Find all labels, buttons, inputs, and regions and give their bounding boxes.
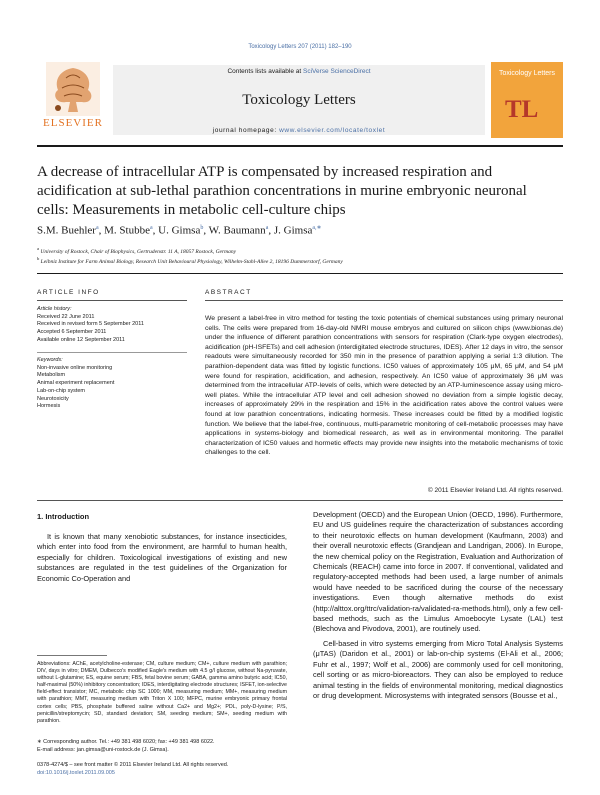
- publisher-name: ELSEVIER: [43, 117, 103, 129]
- cover-title: Toxicology Letters: [498, 70, 556, 77]
- article-history: [37, 306, 187, 345]
- keyword: Hormesis: [37, 403, 61, 410]
- history-item: Received 22 June 2011: [37, 313, 95, 320]
- history-item: Received in revised form 5 September 2011: [37, 321, 144, 328]
- elsevier-tree-logo: [46, 62, 100, 116]
- abstract-text: We present a label-free in vitro method for testing the toxic potentials of chemical substances using primary neuronal cells. The cells were prepared from 16-day-old NMRI mouse embryos and cultured on silicon chips (www.bionas.de) under the influence of different parathion concentrations with sensors for respiration (Clark-type oxygen electrodes), acidification (pH-ISFETs) and cell adhesion (interdigitated electrode structures, IDES). After 12 days in vitro, the sensor readouts were simultaneously recorded for 350 min in the presence of parathion applying a serial 1:3 dilution. The parathion-dependent data was fitted by logistic functions. IC50 values of approximately 105 μM, 65 μM, and 54 μM were found for respiration, acidification, and adhesion, respectively. An IC50 value of approximately 36 μM was determined from the intracellular ATP-levels of cells, which were detected by an ATP-luminescence assay using micro-well plates. While the intracellular ATP level and cell adhesion showed no deviation from a simple logistic decay, increases of approximately 29% in the respiration and 15% in the acidification rates above the control values were found at low parathion concentrations, indicating hormesis. These increases could be fitted by a modified logistic function. We believe that the label-free, continuous, multi-parametric monitoring of cell-metabolic processes may have applications in systems-biology and biomedical research, as well as in environmental monitoring. The parallel characterization of IC50 values and hormetic effects may provide new insights into the metabolic mechanisms of toxic challenges to the cell.: [205, 315, 563, 457]
- history-item: Accepted 6 September 2011: [37, 329, 107, 336]
- section-heading: 1. Introduction: [37, 512, 90, 521]
- author-affil-mark[interactable]: a: [95, 225, 99, 231]
- homepage-prefix: journal homepage:: [212, 127, 277, 134]
- affiliation-text: University of Rostock, Chair of Biophysics, Gertrudenstr. 11 A, 18057 Rostock, Germany: [40, 248, 237, 255]
- affiliation-mark: b: [37, 256, 40, 261]
- history-label: Article history:: [37, 306, 72, 312]
- author: S.M. Buehler: [37, 224, 96, 237]
- cover-mark: TL: [505, 96, 539, 123]
- keyword: Animal experiment replacement: [37, 380, 115, 387]
- author: M. Stubbe: [104, 224, 150, 237]
- info-rule: [37, 300, 187, 301]
- copyright: © 2011 Elsevier Ireland Ltd. All rights reserved.: [427, 487, 563, 494]
- author: U. Gimsa: [158, 224, 201, 237]
- author-affil-mark[interactable]: b: [200, 225, 204, 231]
- abbreviations: Abbreviations: AChE, acetylcholine-esterase; CM, culture medium; CM+, culture medium with parathion; DIV, days in vitro; DMEM, Dulbecco's modified Eagle's medium with 4.5 g/l glucose, without Na-pyruvate, without L-glutamine; ES, equine serum; FBS, fetal bovine serum; GABA, gamma amino butyric acid; IC50, half-maximal (50%) inhibitory concentration; IDES, interdigitating electrode structures; ISFET, ion-selective field-effect transistor; MC, metabolic chip SC 1000; MM, measuring medium; MM+, measuring medium with parathion; MMT, measuring medium with Triton X 100; MFPC, murine embryonic primary frontal cortex cells; PBS, phosphate buffered saline without Ca2+ and Mg2+; PDL, poly-D-lysine; P/S, penicillin/streptomycin; SD, standard deviation; SM, seeding medium; SM+, seeding medium with parathion.: [37, 661, 287, 724]
- affiliation: [37, 246, 563, 255]
- affiliation-text: Leibniz Institute for Farm Animal Biology, Research Unit Behavioural Physiology, Wilhelm-Stahl-Allee 2, 18196 Dummerstorf, Germany: [40, 258, 343, 265]
- keyword: Metabolism: [37, 372, 66, 379]
- affiliation-mark: a: [37, 246, 40, 251]
- body-right-column: [313, 510, 563, 701]
- body-left-column: [37, 532, 287, 584]
- sciencedirect-link[interactable]: SciVerse ScienceDirect: [302, 68, 371, 75]
- keywords: [37, 357, 187, 411]
- contents-prefix: Contents lists available at: [227, 68, 302, 75]
- affiliation: [37, 256, 563, 265]
- journal-name: Toxicology Letters: [242, 92, 356, 108]
- body-paragraph: Cell-based in vitro systems emerging from Micro Total Analysis Systems (μTAS) (Daridon et al., 2001) or lab-on-chip systems (El-Ali et al., 2006; Fuhr et al., 1997; Wolf et al., 2006) are commonly used for cell monitoring, cell sorting or as micro-bioreactors. They can also be employed to reduce animal testing in the fields of environmental monitoring, medical diagnostics or drug development. Microsystems with integrated sensors (Bousse et al.,: [313, 638, 563, 700]
- info-divider: [37, 352, 187, 353]
- author-affil-mark[interactable]: a,∗: [312, 225, 322, 231]
- article-title: A decrease of intracellular ATP is compensated by increased respiration and acidification at sub-lethal parathion concentrations in murine embryonic neuronal cells: Measurements in metabolic cell-culture chips: [37, 164, 527, 218]
- abstract-heading: ABSTRACT: [205, 289, 252, 296]
- journal-homepage: [113, 127, 485, 134]
- body-paragraph: Development (OECD) and the European Union (OECD, 1996). Furthermore, EU and US guidelines require the characterization of substances according to their neurotoxic effects on human development (Kaufmann, 2003) and their overall neurotoxic effects (Grandjean and Landrigan, 2006). In Europe, the new chemical policy on the Registration, Evaluation and Authorization of Chemicals (REACH) came into force in 2007. If conventional, validated and regulatory-accepted methods had been used, a large number of animals would have needed to be sacrificed during the course of the necessary investigations. Even though alternative methods do exist (http://alttox.org/ttrc/validation-ra/validated-ra-methods.html), only a few cell-based methods, such as the Limulus Amoebocyte Lysate (LAL) test (Blechova and Pivodova, 2001), are routinely used.: [313, 510, 563, 634]
- footnote-rule: [37, 655, 107, 656]
- keyword: Lab-on-chip system: [37, 387, 85, 394]
- abstract-rule: [205, 300, 563, 301]
- contents-line: [113, 68, 485, 75]
- keyword: Non-invasive online monitoring: [37, 364, 113, 371]
- issn-line: 0378-4274/$ – see front matter © 2011 Elsevier Ireland Ltd. All rights reserved.: [37, 762, 229, 768]
- author: W. Baumann: [208, 224, 266, 237]
- keywords-label: Keywords:: [37, 357, 63, 363]
- author-affil-mark[interactable]: a: [150, 225, 153, 231]
- header-rule: [37, 145, 563, 147]
- author-list: S.M. Buehler$^a$, M. Stubbe$^a$, U. Gimsa$^b$, W. Baumann$^a$, J. Gimsa$^{a,∗}$: [37, 224, 322, 237]
- email-line[interactable]: E-mail address: jan.gimsa@uni-rostock.de (J. Gimsa).: [37, 747, 169, 753]
- history-item: Available online 12 September 2011: [37, 336, 125, 343]
- author-affil-mark[interactable]: a: [265, 225, 269, 231]
- abstract-end-rule: [37, 500, 563, 501]
- doi-link[interactable]: doi:10.1016/j.toxlet.2011.09.005: [37, 770, 115, 776]
- author: J. Gimsa: [273, 224, 313, 237]
- keyword: Neurotoxicity: [37, 395, 69, 402]
- article-info-heading: ARTICLE INFO: [37, 289, 100, 296]
- journal-citation[interactable]: Toxicology Letters 207 (2011) 182–190: [248, 44, 352, 50]
- homepage-link[interactable]: www.elsevier.com/locate/toxlet: [279, 127, 386, 134]
- body-paragraph: It is known that many xenobiotic substances, for instance insecticides, which enter into food from the environment, are harmful to human health, especially for children. Toxicological investigations of existing and new substances are regulated in the test guidelines of the Organization for Economic Co-Operation and: [37, 532, 287, 583]
- title-rule: [37, 273, 563, 274]
- corresponding-author: ∗ Corresponding author. Tel.: +49 381 498 6020; fax: +49 381 498 6022.: [37, 739, 215, 745]
